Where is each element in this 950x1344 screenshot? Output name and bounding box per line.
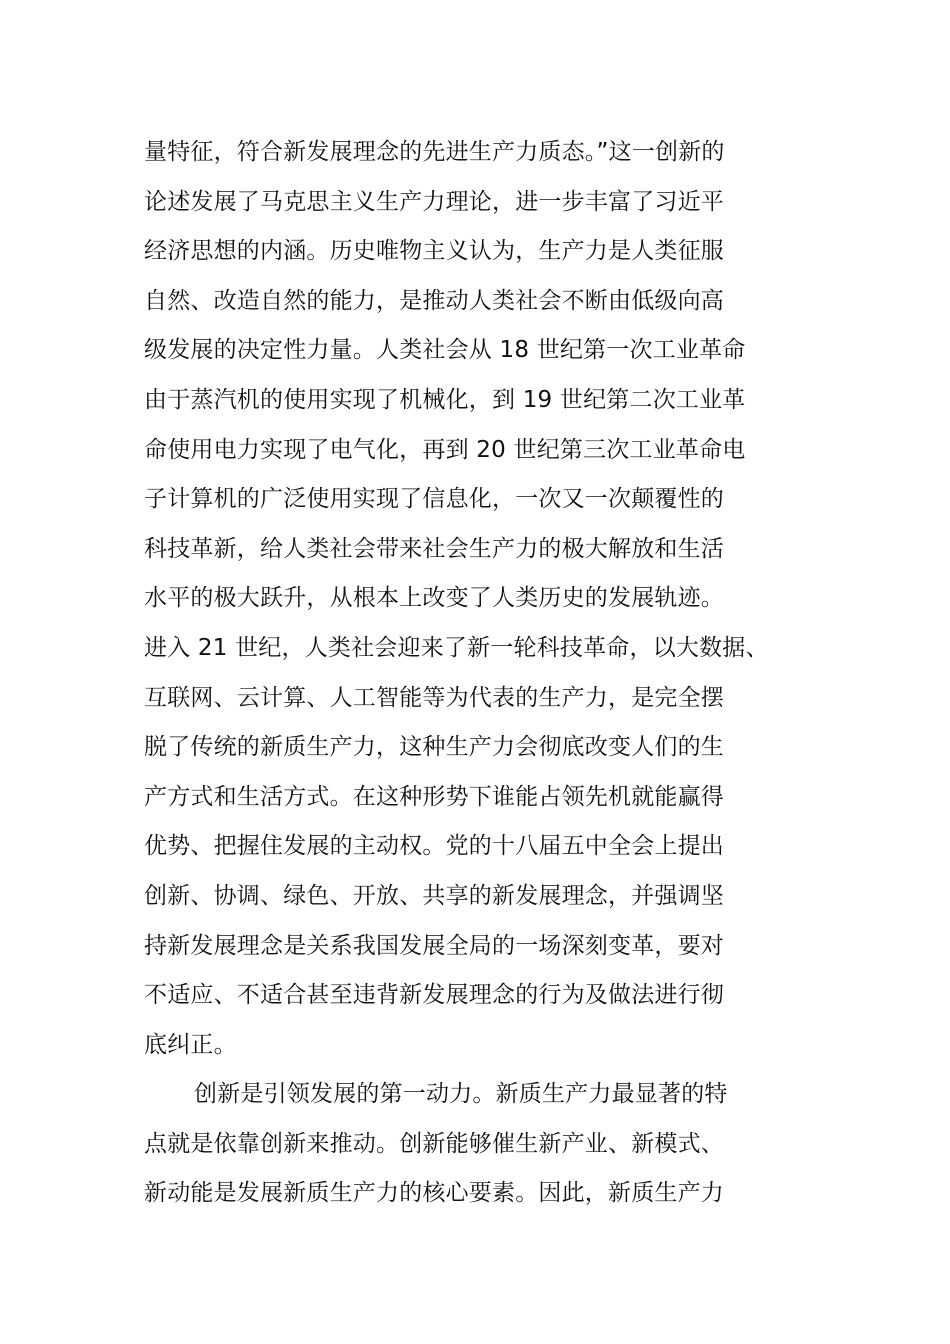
text-line: 由于蒸汽机的使用实现了机械化，到 19 世纪第二次工业革 <box>144 386 746 413</box>
text-line: 优势、把握住发展的主动权。党的十八届五中全会上提出 <box>144 833 724 860</box>
text-line: 互联网、云计算、人工智能等为代表的生产力，是完全摆 <box>144 684 724 711</box>
text-line: 点就是依靠创新来推动。创新能够催生新产业、新模式、 <box>144 1130 724 1157</box>
text-line: 论述发展了马克思主义生产力理论，进一步丰富了习近平 <box>144 188 724 215</box>
text-line: 进入 21 世纪，人类社会迎来了新一轮科技革命，以大数据、 <box>144 634 769 661</box>
text-line: 自然、改造自然的能力，是推动人类社会不断由低级向高 <box>144 287 724 314</box>
text-line: 脱了传统的新质生产力，这种生产力会彻底改变人们的生 <box>144 734 724 761</box>
text-line: 级发展的决定性力量。人类社会从 18 世纪第一次工业革命 <box>144 337 746 364</box>
text-line: 量特征，符合新发展理念的先进生产力质态。”这一创新的 <box>144 139 725 165</box>
text-line: 经济思想的内涵。历史唯物主义认为，生产力是人类征服 <box>144 238 724 265</box>
body-text <box>144 128 824 1219</box>
text-line: 水平的极大跃升，从根本上改变了人类历史的发展轨迹。 <box>144 585 724 612</box>
text-line: 命使用电力实现了电气化，再到 20 世纪第三次工业革命电 <box>144 436 746 463</box>
text-line: 新动能是发展新质生产力的核心要素。因此，新质生产力 <box>144 1180 724 1207</box>
text-line: 持新发展理念是关系我国发展全局的一场深刻变革，要对 <box>144 932 724 959</box>
text-line: 子计算机的广泛使用实现了信息化，一次又一次颠覆性的 <box>144 486 724 513</box>
text-line: 产方式和生活方式。在这种形势下谁能占领先机就能赢得 <box>144 783 724 810</box>
text-line: 底纠正。 <box>144 1031 237 1058</box>
text-line: 科技革新，给人类社会带来社会生产力的极大解放和生活 <box>144 535 724 562</box>
paragraph-start-line: 创新是引领发展的第一动力。新质生产力最显著的特 <box>194 1081 728 1108</box>
text-line: 不适应、不适合甚至违背新发展理念的行为及做法进行彻 <box>144 982 724 1009</box>
text-line: 创新、协调、绿色、开放、共享的新发展理念，并强调坚 <box>144 882 724 909</box>
